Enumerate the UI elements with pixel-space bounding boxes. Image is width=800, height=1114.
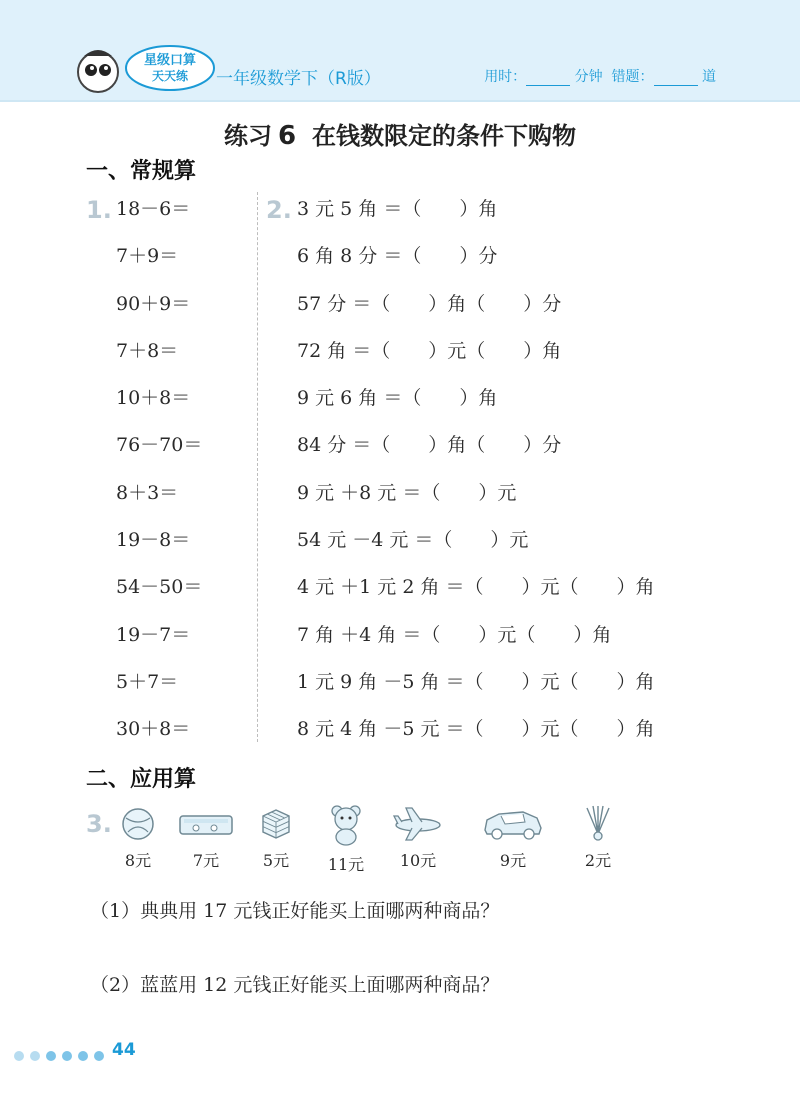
list-item: 19－8＝ xyxy=(116,529,191,552)
product-item xyxy=(246,804,306,871)
dot-icon xyxy=(14,1051,24,1061)
product-item xyxy=(174,804,238,871)
product-price: 8元 xyxy=(124,851,152,870)
time-label: 用时： xyxy=(484,69,527,85)
time-blank[interactable] xyxy=(526,71,570,86)
product-price: 11元 xyxy=(327,855,365,874)
product-row xyxy=(108,804,628,884)
ball-icon xyxy=(121,804,155,842)
list-item: 3 元 5 角 ＝（ ）角 xyxy=(297,198,498,220)
product-item xyxy=(568,804,628,871)
toy-car-icon xyxy=(481,804,545,842)
errors-label: 错题： xyxy=(611,69,654,85)
product-price: 5元 xyxy=(262,851,290,870)
product-price: 2元 xyxy=(584,851,612,870)
product-item xyxy=(478,804,548,871)
list-item: 54 元 －4 元 ＝（ ）元 xyxy=(297,529,529,552)
q1-number: 1. xyxy=(86,196,112,224)
dot-icon xyxy=(62,1051,72,1061)
question-1: （1）典典用 17 元钱正好能买上面哪两种商品？ xyxy=(90,900,500,922)
list-item: 76－70＝ xyxy=(116,434,203,457)
list-item: 19－7＝ xyxy=(116,623,191,646)
rubiks-cube-icon xyxy=(259,804,293,842)
product-item xyxy=(108,804,168,871)
dot-icon xyxy=(46,1051,56,1061)
toy-plane-icon xyxy=(390,804,446,842)
product-price: 9元 xyxy=(499,851,527,870)
minutes-label: 分钟 xyxy=(574,69,603,85)
footer-dots xyxy=(14,1046,110,1065)
shuttlecock-icon xyxy=(581,804,615,842)
list-item: 5＋7＝ xyxy=(116,670,179,693)
list-item: 18－6＝ xyxy=(116,198,191,220)
page-number: 44 xyxy=(112,1040,136,1060)
count-label: 道 xyxy=(702,69,716,85)
list-item: 9 元 6 角 ＝（ ）角 xyxy=(297,387,498,410)
list-item: 54－50＝ xyxy=(116,576,203,599)
pencil-case-icon xyxy=(178,804,234,842)
list-item: 6 角 8 分 ＝（ ）分 xyxy=(297,245,498,268)
list-item: 57 分 ＝（ ）角（ ）分 xyxy=(297,292,562,315)
list-item: 84 分 ＝（ ）角（ ）分 xyxy=(297,434,562,457)
page-title xyxy=(0,116,800,151)
product-price: 7元 xyxy=(192,851,220,870)
title-text: 在钱数限定的条件下购物 xyxy=(312,122,577,150)
list-item: 90＋9＝ xyxy=(116,292,191,315)
errors-blank[interactable] xyxy=(654,71,698,86)
list-item: 7＋8＝ xyxy=(116,339,179,362)
section-regular: 一、常规算 xyxy=(86,159,197,184)
dot-icon xyxy=(94,1051,104,1061)
list-item: 8 元 4 角 －5 元 ＝（ ）元（ ）角 xyxy=(297,718,655,741)
teddy-bear-icon xyxy=(329,804,363,846)
section-applied: 二、应用算 xyxy=(86,767,197,792)
list-item: 72 角 ＝（ ）元（ ）角 xyxy=(297,339,562,362)
product-item xyxy=(386,804,450,871)
q2-list xyxy=(297,186,655,754)
list-item: 4 元 ＋1 元 2 角 ＝（ ）元（ ）角 xyxy=(297,576,655,599)
list-item: 8＋3＝ xyxy=(116,481,179,504)
brand-title: 星级口算 xyxy=(143,53,197,68)
list-item: 10＋8＝ xyxy=(116,387,191,410)
list-item: 1 元 9 角 －5 角 ＝（ ）元（ ）角 xyxy=(297,670,655,693)
time-error-record xyxy=(484,66,716,86)
q1-list xyxy=(116,186,202,754)
mascot-logo-icon xyxy=(76,42,216,102)
product-price: 10元 xyxy=(399,851,437,870)
list-item: 9 元 ＋8 元 ＝（ ）元 xyxy=(297,481,517,504)
list-item: 7 角 ＋4 角 ＝（ ）元（ ）角 xyxy=(297,623,612,646)
list-item: 7＋9＝ xyxy=(116,245,179,268)
title-number: 6 xyxy=(277,121,297,151)
page-header xyxy=(0,0,800,102)
book-title: 一年级数学下（R版） xyxy=(216,69,381,89)
list-item: 30＋8＝ xyxy=(116,718,191,741)
product-item xyxy=(316,804,376,875)
question-2: （2）蓝蓝用 12 元钱正好能买上面哪两种商品？ xyxy=(90,974,500,996)
title-prefix: 练习 xyxy=(223,122,272,150)
dot-icon xyxy=(78,1051,88,1061)
dot-icon xyxy=(30,1051,40,1061)
q2-number: 2. xyxy=(266,196,292,224)
brand-subtitle: 天天练 xyxy=(151,69,189,83)
q3-number: 3. xyxy=(86,810,112,838)
column-divider xyxy=(257,192,258,742)
